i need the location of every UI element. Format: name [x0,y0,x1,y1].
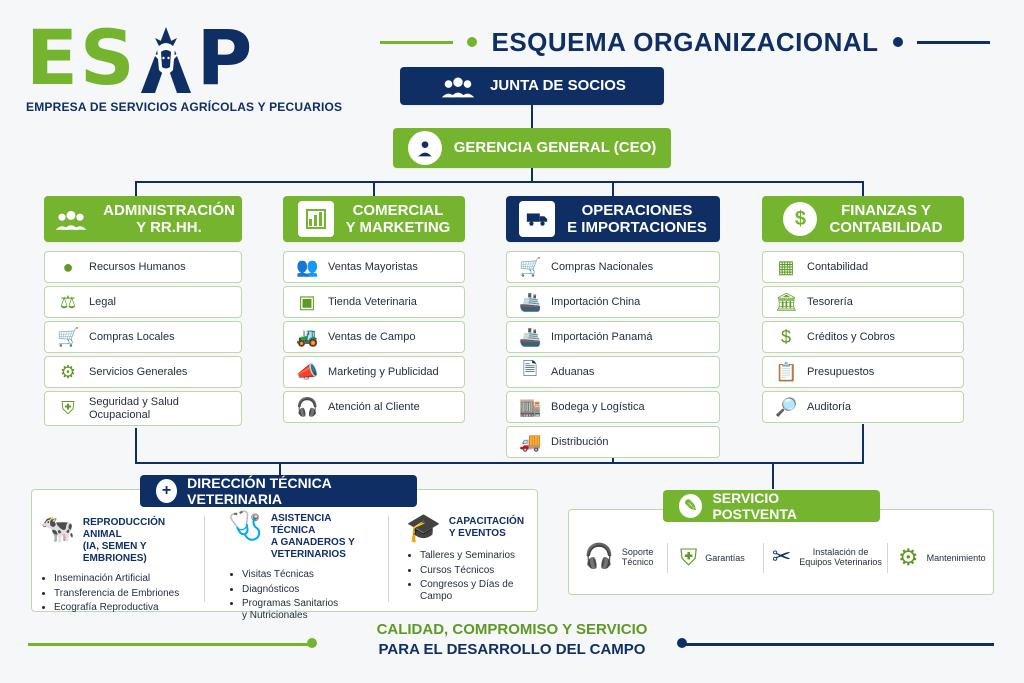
finanzas-header [762,196,964,242]
connector-postventa [772,462,774,489]
shop-icon: ▣ [298,291,316,312]
finanzas-list [762,251,964,423]
ceo-box [393,128,671,168]
ship-icon: 🚢 [519,291,542,312]
document-icon: 🗎 [522,359,538,379]
truck-icon [519,201,555,237]
postventa-header [663,490,880,522]
list-item: ⛨ Seguridad y Salud Ocupacional [44,391,242,426]
wrench-icon: ✎ [679,494,702,518]
list-item: ● Recursos Humanos [44,251,242,283]
chart-title: ESQUEMA ORGANIZACIONAL [491,26,879,57]
search-dollar-icon: 🔎 [775,396,798,417]
title-right-line [917,41,990,44]
ship-icon: 🚢 [519,326,542,347]
admin-title: ADMINISTRACIÓN Y RR.HH. [103,201,235,236]
technical-column-header [406,514,534,542]
list-item: • Programas Sanitarios y Nutricionales [242,598,378,621]
graduation-icon: 🎓 [406,512,441,543]
dollar-icon: $ [783,202,817,236]
technical-header [140,475,417,507]
gear-icon: ⚙ [59,361,77,382]
cart-icon: 🛒 [57,326,80,347]
operaciones-list [506,251,720,458]
logo-letter-p: P [196,13,253,102]
technical-divider [388,516,389,602]
connector-operaciones [612,181,614,196]
gear-icon: ⚙ [898,544,919,570]
list-item: $ Créditos y Cobros [762,321,964,353]
person-icon [408,131,442,165]
people-icon [51,201,91,237]
calculator-icon: ▦ [777,256,795,277]
postventa-divider [667,543,668,573]
bank-icon: 🏛 [775,291,798,312]
title-left-line [380,41,453,44]
list-item: 📋 Presupuestos [762,356,964,388]
comercial-list [283,251,465,423]
title-right-dot [893,37,903,47]
list-item: 🏬 Bodega y Logística [506,391,720,423]
connector-departments [135,181,863,183]
footer-line-2: PARA EL DESARROLLO DEL CAMPO [378,641,646,659]
technical-column-capacitacion [406,514,534,605]
people-icon [438,71,478,101]
list-item: 🎧 Atención al Cliente [283,391,465,423]
technical-column-heading: REPRODUCCIÓN ANIMAL (IA, SEMEN Y EMBRIONES) [82,517,166,564]
list-item: 🛒 Compras Nacionales [506,251,720,283]
list-item: 🏛 Tesorería [762,286,964,318]
title-left-dot [467,37,477,47]
junta-box [400,67,664,105]
list-item: • Visitas Técnicas [242,569,378,581]
technical-column-header [228,512,378,561]
connector-junta-ceo [531,105,533,128]
list-item: • Talleres y Seminarios [420,550,534,562]
technical-column-header [40,515,195,565]
list-item: • Inseminación Artificial [54,573,195,585]
comercial-header [283,196,465,242]
postventa-item [680,546,758,569]
list-item: ⚙ Servicios Generales [44,356,242,388]
list-item: 🔎 Auditoría [762,391,964,423]
postventa-divider [763,543,764,573]
cow-icon: 🐄 [40,513,75,544]
logo-letter-a [137,24,195,96]
logo-letter-s: S [79,13,135,102]
list-item: • Transferencia de Embriones [54,588,195,600]
list-item: • Ecografía Reproductiva [54,602,195,614]
connector-finanzas-bottom [862,424,864,463]
tools-icon: ✂ [772,543,792,569]
technical-column-list [40,573,195,614]
postventa-title: SERVICIO POSTVENTA [712,490,797,522]
list-item: 🚢 Importación China [506,286,720,318]
esap-logo [26,13,346,120]
postventa-item [772,545,882,568]
list-item: 👥 Ventas Mayoristas [283,251,465,283]
chart-icon [298,201,334,237]
people-icon: 👥 [296,256,319,277]
plus-icon: + [156,479,177,503]
technical-divider [204,516,205,602]
megaphone-icon: 📣 [296,361,319,382]
cart-icon: 🛒 [519,256,542,277]
list-item: 🛒 Compras Locales [44,321,242,353]
postventa-label: Instalación de Equipos Veterinarios [799,546,882,567]
coin-hand-icon: $ [780,326,791,347]
list-item: • Cursos Técnicos [420,565,534,577]
list-item: ⚖ Legal [44,286,242,318]
technical-column-list [228,569,378,621]
technical-column-asistencia [228,512,378,624]
connector-admin [135,181,137,196]
list-item: 🚜 Ventas de Campo [283,321,465,353]
list-item: 🚚 Distribución [506,426,720,458]
connector-finanzas [862,181,864,196]
admin-header [44,196,242,242]
headset-icon: 🎧 [296,396,319,417]
list-item: 📣 Marketing y Publicidad [283,356,465,388]
list-item: 🗎 Aduanas [506,356,720,388]
warehouse-icon: 🏬 [519,396,542,417]
technical-column-reproduccion [40,515,195,617]
logo-letter-e: E [26,13,78,102]
list-item: 🚢 Importación Panamá [506,321,720,353]
technical-column-list [406,550,534,602]
list-item: ▦ Contabilidad [762,251,964,283]
list-item: • Congresos y Días de Campo [420,579,534,602]
junta-label: JUNTA DE SOCIOS [490,77,626,95]
cow-logo-icon [137,24,195,96]
footer-slogan [0,620,1024,670]
logo-subtitle: EMPRESA DE SERVICIOS AGRÍCOLAS Y PECUARIOS [26,100,343,114]
list-item: ▣ Tienda Veterinaria [283,286,465,318]
operaciones-title: OPERACIONES E IMPORTACIONES [567,201,707,236]
tractor-icon: 🚜 [296,326,319,347]
headset-icon: 🎧 [584,543,614,570]
stethoscope-icon: 🩺 [228,510,263,541]
clipboard-icon: 📋 [775,361,798,382]
technical-title: DIRECCIÓN TÉCNICA VETERINARIA [187,475,332,507]
truck-icon: 🚚 [519,431,542,452]
scale-icon: ⚖ [59,291,77,312]
connector-lower [135,462,864,464]
person-icon: ● [62,256,74,277]
technical-column-heading: ASISTENCIA TÉCNICA A GANADEROS Y VETERINARIOS [270,513,355,560]
shield-icon: ⛨ [61,398,75,418]
postventa-label: Soporte Técnico [621,547,654,567]
postventa-item [898,546,988,569]
connector-admin-bottom [135,428,137,464]
logo-word [26,13,346,102]
connector-comercial [373,181,375,196]
postventa-item [584,545,664,569]
finanzas-title: FINANZAS Y CONTABILIDAD [829,201,943,236]
operaciones-header [506,196,720,242]
connector-ceo-down [531,168,533,181]
footer-line-1: CALIDAD, COMPROMISO Y SERVICIO [376,621,648,638]
technical-column-heading: CAPACITACIÓN Y EVENTOS [448,516,525,539]
comercial-title: COMERCIAL Y MARKETING [345,201,451,236]
shield-check-icon: ⛨ [680,544,698,570]
ceo-label: GERENCIA GENERAL (CEO) [453,139,657,157]
chart-title-row [380,24,990,60]
list-item: • Diagnósticos [242,584,378,596]
postventa-label: Mantenimiento [926,552,986,563]
admin-list [44,251,242,426]
postventa-label: Garantías [705,552,745,563]
postventa-divider [887,543,888,573]
